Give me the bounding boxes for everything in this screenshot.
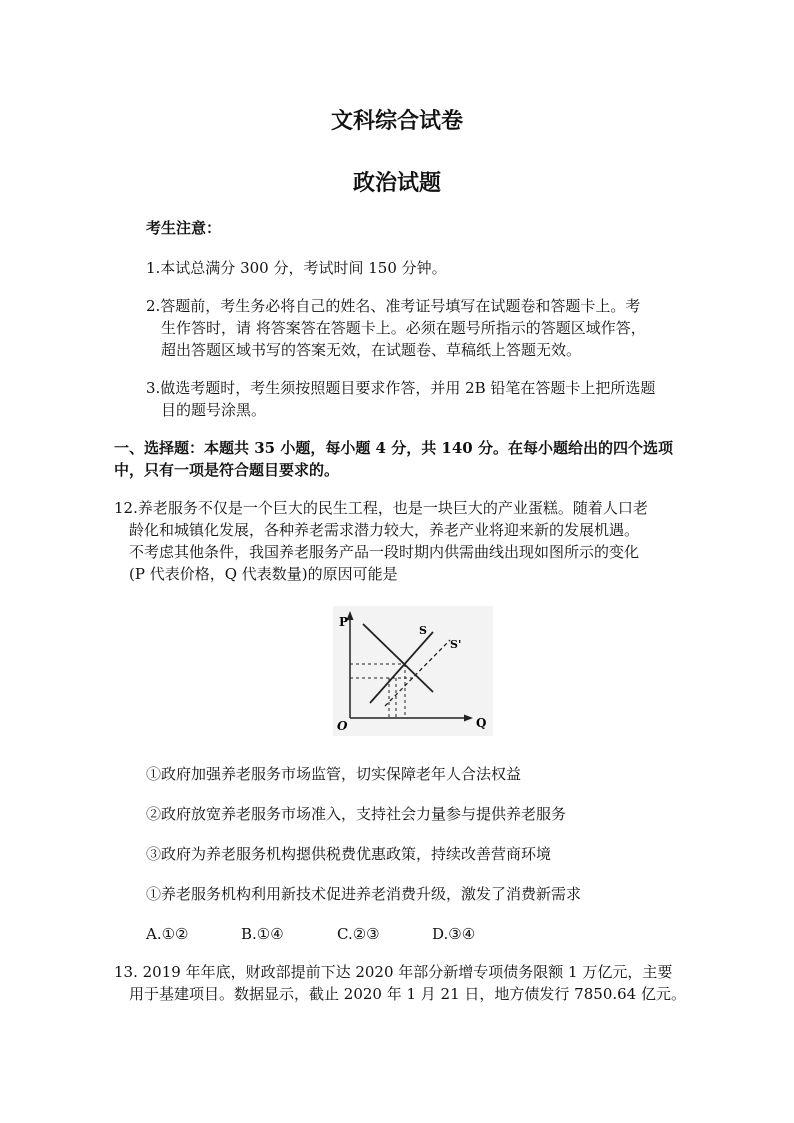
- exam-title: 文科综合试卷: [330, 108, 463, 134]
- section-heading-line-2: 中，只有一项是符合题目要求的。: [114, 461, 340, 479]
- graph-label-q: Q: [476, 716, 487, 730]
- q13-line-1: 13. 2019 年年底，财政部提前下达 2020 年部分新增专项债务限额 1 万亿元，主要: [114, 963, 673, 981]
- notice-item-2-line-2: 生作答时，请 将答案答在答题卡上。必须在题号所指示的答题区域作答，: [161, 319, 646, 337]
- graph-label-p: P: [339, 615, 349, 629]
- q12-line-3: 不考虑其他条件，我国养老服务产品一段时期内供需曲线出现如图所示的变化: [129, 543, 640, 561]
- notice-item-2-line-3: 超出答题区域书写的答案无效，在试题卷、草稿纸上答题无效。: [161, 341, 582, 359]
- q12-option-3: ③政府为养老服务机构摁供税费优惠政策，持续改善营商环境: [146, 845, 552, 863]
- graph-label-s-prime: S': [450, 638, 462, 651]
- q12-line-2: 龄化和城镇化发展，各种养老需求潜力较大，养老产业将迎来新的发展机遇。: [129, 521, 640, 539]
- section-heading-line-1: 一、选择题：本题共 35 小题，每小题 4 分，共 140 分。在每小题给出的四个选项: [114, 439, 673, 457]
- choice-b[interactable]: B.①④: [241, 925, 284, 943]
- notice-item-2-line-1: 2.答题前，考生务必将自己的姓名、准考证号填写在试题卷和答题卡上。考: [146, 297, 641, 315]
- q12-answer-choices: [146, 924, 546, 946]
- choice-c[interactable]: C.②③: [337, 925, 380, 943]
- notice-heading: 考生注意：: [146, 219, 222, 237]
- graph-label-o: O: [337, 719, 348, 733]
- supply-demand-graph: [333, 606, 493, 736]
- q12-line-4: (P 代表价格，Q 代表数量)的原因可能是: [129, 565, 398, 583]
- q12-option-1: ①政府加强养老服务市场监管，切实保障老年人合法权益: [146, 765, 522, 783]
- graph-label-s: S: [419, 624, 427, 637]
- q12-line-1: 12.养老服务不仅是一个巨大的民生工程，也是一块巨大的产业蛋糕。随着人口老: [114, 499, 648, 517]
- notice-item-3-line-1: 3.做选考题时，考生须按照题目要求作答，并用 2B 铅笔在答题卡上把所选题: [146, 379, 656, 397]
- q12-option-4: ①养老服务机构利用新技术促进养老消费升级，激发了消费新需求: [146, 885, 582, 903]
- subject-title: 政治试题: [352, 170, 441, 196]
- q12-option-2: ②政府放宽养老服务市场准入，支持社会力量参与提供养老服务: [146, 805, 567, 823]
- choice-d[interactable]: D.③④: [432, 925, 476, 943]
- q13-line-2: 用于基建项目。数据显示，截止 2020 年 1 月 21 日，地方债发行 7850.64 亿元。: [129, 985, 686, 1003]
- choice-a[interactable]: A.①②: [146, 925, 189, 943]
- notice-item-1: 1.本试总满分 300 分，考试时间 150 分钟。: [146, 259, 447, 277]
- notice-item-3-line-2: 目的题号涂黑。: [161, 401, 267, 419]
